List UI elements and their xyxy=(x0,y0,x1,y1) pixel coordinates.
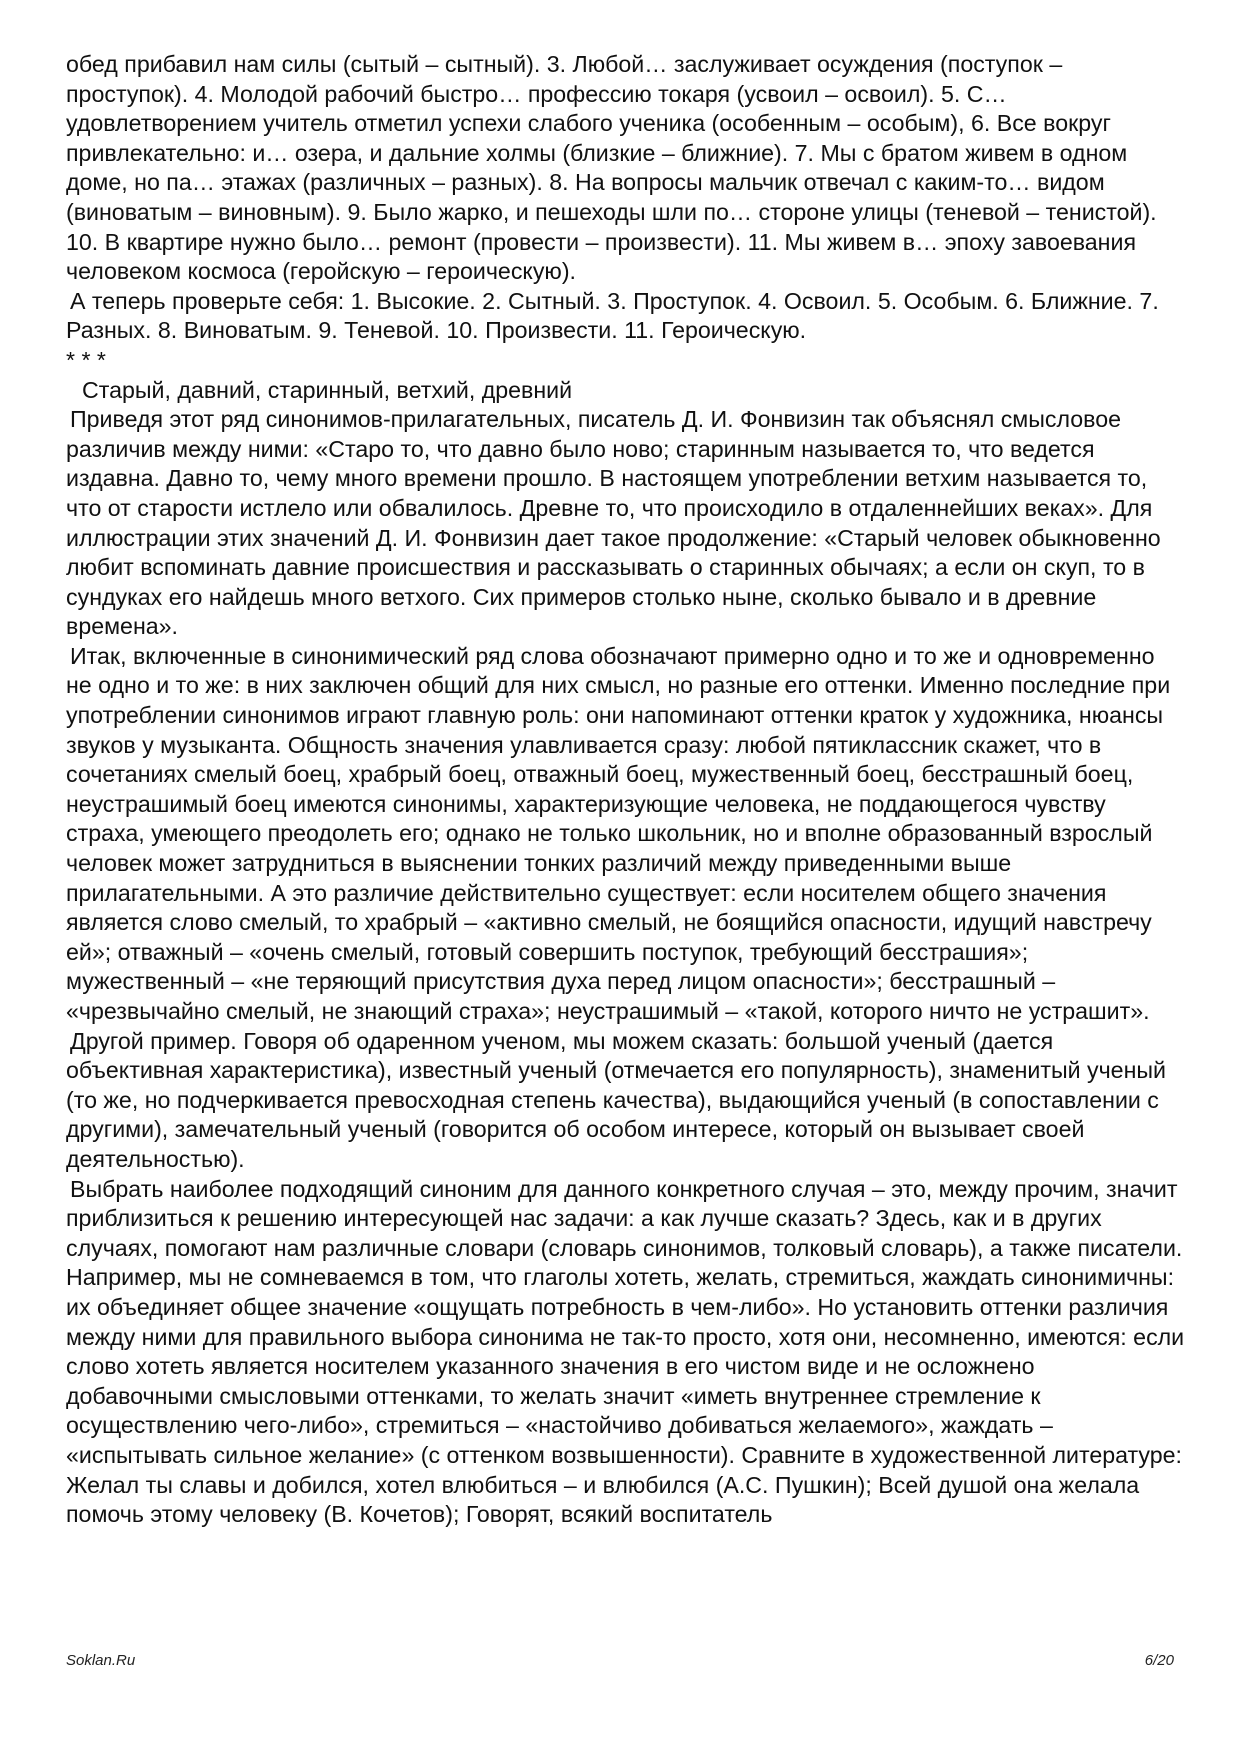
answers-paragraph: А теперь проверьте себя: 1. Высокие. 2. Сытный. 3. Проступок. 4. Освоил. 5. Особым. 6. Ближние. 7. Разных. 8. Виноватым. 9. Теневой. 10. Произвести. 11. Героическую. xyxy=(66,287,1159,344)
body-paragraph: Приведя этот ряд синонимов-прилагательных, писатель Д. И. Фонвизин так объяснял смысловое различив между ними: «Старо то, что давно было ново; старинным называется то, что ведется издавна. Давно то, чему много времени прошло. В настоящем употреблении ветхим называется то, что от старости истлело или обвалилось. Древне то, что происходило в отдаленнейших веках». Для иллюстрации этих значений Д. И. Фонвизин дает такое продолжение: «Старый человек обыкновенно любит вспоминать давние происшествия и рассказывать о старинных обычаях; а если он скуп, то в сундуках его найдешь много ветхого. Сих примеров столько ныне, сколько бывало и в древние времена». xyxy=(66,406,1161,640)
section-heading: Старый, давний, старинный, ветхий, древний xyxy=(82,376,573,403)
document-body xyxy=(66,50,1186,1530)
footer-source: Soklan.Ru xyxy=(66,1652,136,1669)
body-paragraph: Выбрать наиболее подходящий синоним для данного конкретного случая – это, между прочим, значит приблизиться к решению интересующей нас задачи: а как лучше сказать? Здесь, как и в других случаях, помогают нам различные словари (словарь синонимов, толковый словарь), а также писатели. Например, мы не сомневаемся в том, что глаголы хотеть, желать, стремиться, жаждать синонимичны: их объединяет общее значение «ощущать потребность в чем-либо». Но установить оттенки различия между ними для правильного выбора синонима не так-то просто, хотя они, несомненно, имеются: если слово хотеть является носителем указанного значения в его чистом виде и не осложнено добавочными смысловыми оттенками, то желать значит «иметь внутреннее стремление к осуществлению чего-либо», стремиться – «настойчиво добиваться желаемого», жаждать – «испытывать сильное желание» (с оттенком возвышенности). Сравните в художественной литературе: Желал ты славы и добился, хотел влюбиться – и влюбился (А.С. Пушкин); Всей душой она желала помочь этому человеку (В. Кочетов); Говорят, всякий воспитатель xyxy=(66,1175,1185,1528)
body-paragraph: Итак, включенные в синонимический ряд слова обозначают примерно одно и то же и одновременно не одно и то же: в них заключен общий для них смысл, но разные его оттенки. Именно последние при употреблении синонимов играют главную роль: они напоминают оттенки краток у художника, нюансы звуков у музыканта. Общность значения улавливается сразу: любой пятиклассник скажет, что в сочетаниях смелый боец, храбрый боец, отважный боец, мужественный боец, бесстрашный боец, неустрашимый боец имеются синонимы, характеризующие человека, не поддающегося чувству страха, умеющего преодолеть его; однако не только школьник, но и вполне образованный взрослый человек может затрудниться в выяснении тонких различий между приведенными выше прилагательными. А это различие действительно существует: если носителем общего значения является слово смелый, то храбрый – «активно смелый, не боящийся опасности, идущий навстречу ей»; отважный – «очень смелый, готовый совершить поступок, требующий бесстрашия»; мужественный – «не теряющий присутствия духа перед лицом опасности»; бесстрашный – «чрезвычайно смелый, не знающий страха»; неустрашимый – «такой, которого ничто не устрашит». xyxy=(66,642,1171,1024)
section-separator: * * * xyxy=(66,346,106,373)
exercise-paragraph: обед прибавил нам силы (сытый – сытный). 3. Любой… заслуживает осуждения (поступок – проступок). 4. Молодой рабочий быстро… профессию токаря (усвоил – освоил). 5. С… удовлетворением учитель отметил успехи слабого ученика (особенным – особым), 6. Все вокруг привлекательно: и… озера, и дальние холмы (близкие – ближние). 7. Мы с братом живем в одном доме, но па… этажах (различных – разных). 8. На вопросы мальчик отвечал с каким-то… видом (виноватым – виновным). 9. Было жарко, и пешеходы шли по… стороне улицы (теневой – тенистой). 10. В квартире нужно было… ремонт (провести – произвести). 11. Мы живем в… эпоху завоевания человеком космоса (геройскую – героическую). xyxy=(66,51,1157,285)
body-paragraph: Другой пример. Говоря об одаренном ученом, мы можем сказать: большой ученый (дается объективная характеристика), известный ученый (отмечается его популярность), знаменитый ученый (то же, но подчеркивается превосходная степень качества), выдающийся ученый (в сопоставлении с другими), замечательный ученый (говорится об особом интересе, который он вызывает своей деятельностью). xyxy=(66,1027,1167,1172)
page-number: 6/20 xyxy=(1144,1652,1174,1669)
